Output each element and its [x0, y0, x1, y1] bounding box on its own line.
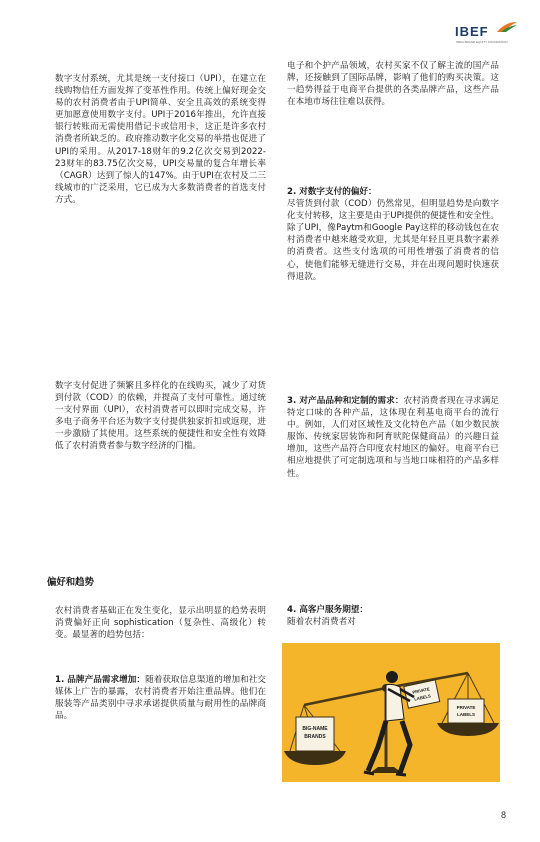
right-point-2	[287, 186, 499, 283]
right-point-3	[287, 395, 499, 480]
svg-text:LABELS: LABELS	[457, 712, 475, 717]
svg-text:LABELS: LABELS	[413, 693, 432, 702]
left-point-1	[55, 674, 266, 722]
logo-tagline: INDIA BRAND EQUITY FOUNDATION	[456, 40, 508, 44]
svg-text:BRANDS: BRANDS	[304, 734, 326, 740]
brand-scale-illustration	[282, 643, 500, 782]
big-name-brands-box	[296, 717, 334, 751]
point-3-title: 3. 对产品品种和定制的需求：	[287, 396, 404, 406]
left-paragraph-2: 数字支付促进了频繁且多样化的在线购买，减少了对货到付款（COD）的依赖，并提高了支付可靠性。通过统一支付界面（UPI），农村消费者可以即时完成交易，许多电子商务平台还为数字支付提供独家折扣或返现，进一步激励了其使用。这些系统的便捷性和安全性有效降低了农村消费者参与数字经济的门槛。	[55, 381, 266, 452]
ibef-logo	[455, 20, 521, 48]
point-2-body: 尽管货到付款（COD）仍然常见，但明显趋势是向数字化支付转移，这主要是由于UPI提供的便捷性和安全性。除了UPI，像Paytm和Google Pay这样的移动钱包在农村消费者中越来越受欢迎，尤其是年轻且更具数字素养的消费者。这些支付选项的可用性增强了消费者的信心，使他们能够无缝进行交易，并在出现问题时快速获得退款。	[287, 199, 499, 282]
svg-text:BIG-NAME: BIG-NAME	[302, 726, 328, 732]
right-paragraph-1: 电子和个护产品领域，农村买家不仅了解主流的国产品牌，还接触到了国际品牌，影响了他们的购买决策。这一趋势得益于电商平台提供的各类品牌产品，这些产品在本地市场往往难以获得。	[287, 61, 499, 108]
point-1-body: 随着获取信息渠道的增加和社交媒体上广告的暴露，农村消费者开始注重品牌。他们在服装等产品类别中寻求承诺提供质量与耐用性的品牌商品。	[55, 675, 266, 722]
svg-text:PRIVATE: PRIVATE	[411, 686, 431, 695]
point-3-body: 农村消费者现在寻求满足特定口味的各种产品，这体现在利基电商平台的流行中。例如，人们对区域性及文化特色产品（如少数民族服饰、传统家居装饰和阿育吠陀保健商品）的兴趣日益增加，这些产品符合印度农村地区的偏好。电商平台已相应地提供了可定制选项和与当地口味相符的产品多样性。	[287, 396, 499, 479]
private-labels-box-bottom	[448, 699, 484, 723]
point-2-title: 2. 对数字支付的偏好：	[287, 187, 377, 197]
logo-text: IBEF	[455, 24, 489, 39]
section-heading-preferences: 偏好和趋势	[47, 577, 94, 588]
svg-text:PRIVATE: PRIVATE	[456, 705, 476, 710]
page-number: 8	[501, 810, 507, 820]
left-paragraph-1: 数字支付系统，尤其是统一支付接口（UPI），在建立在线购物信任方面发挥了变革性作用。传统上偏好现金交易的农村消费者由于UPI简单、安全且高效的系统变得更加愿意使用数字支付。UPI于2016年推出，允许直接银行转账而无需使用借记卡或信用卡，这正是许多农村消费者所缺乏的。政府推动数字化交易的举措也促进了UPI的采用。从2017-18财年的9.2亿次交易到2022-23财年的83.75亿次交易，UPI交易量的复合年增长率（CAGR）达到了惊人的147%。由于UPI在农村及二三线城市的广泛采用，它已成为大多数消费者的首选支付方式。	[55, 74, 266, 205]
left-paragraph-3: 农村消费者基础正在发生变化，显示出明显的趋势表明消费偏好正向 sophistication（复杂性、高级化）转变。最显著的趋势包括：	[55, 606, 266, 641]
right-point-4	[287, 604, 499, 628]
point-1-title: 1. 品牌产品需求增加：	[55, 675, 146, 685]
point-4-body: 随着农村消费者对	[287, 617, 356, 628]
logo-swoosh-icon	[495, 20, 519, 34]
point-4-title: 4. 高客户服务期望：	[287, 605, 368, 615]
